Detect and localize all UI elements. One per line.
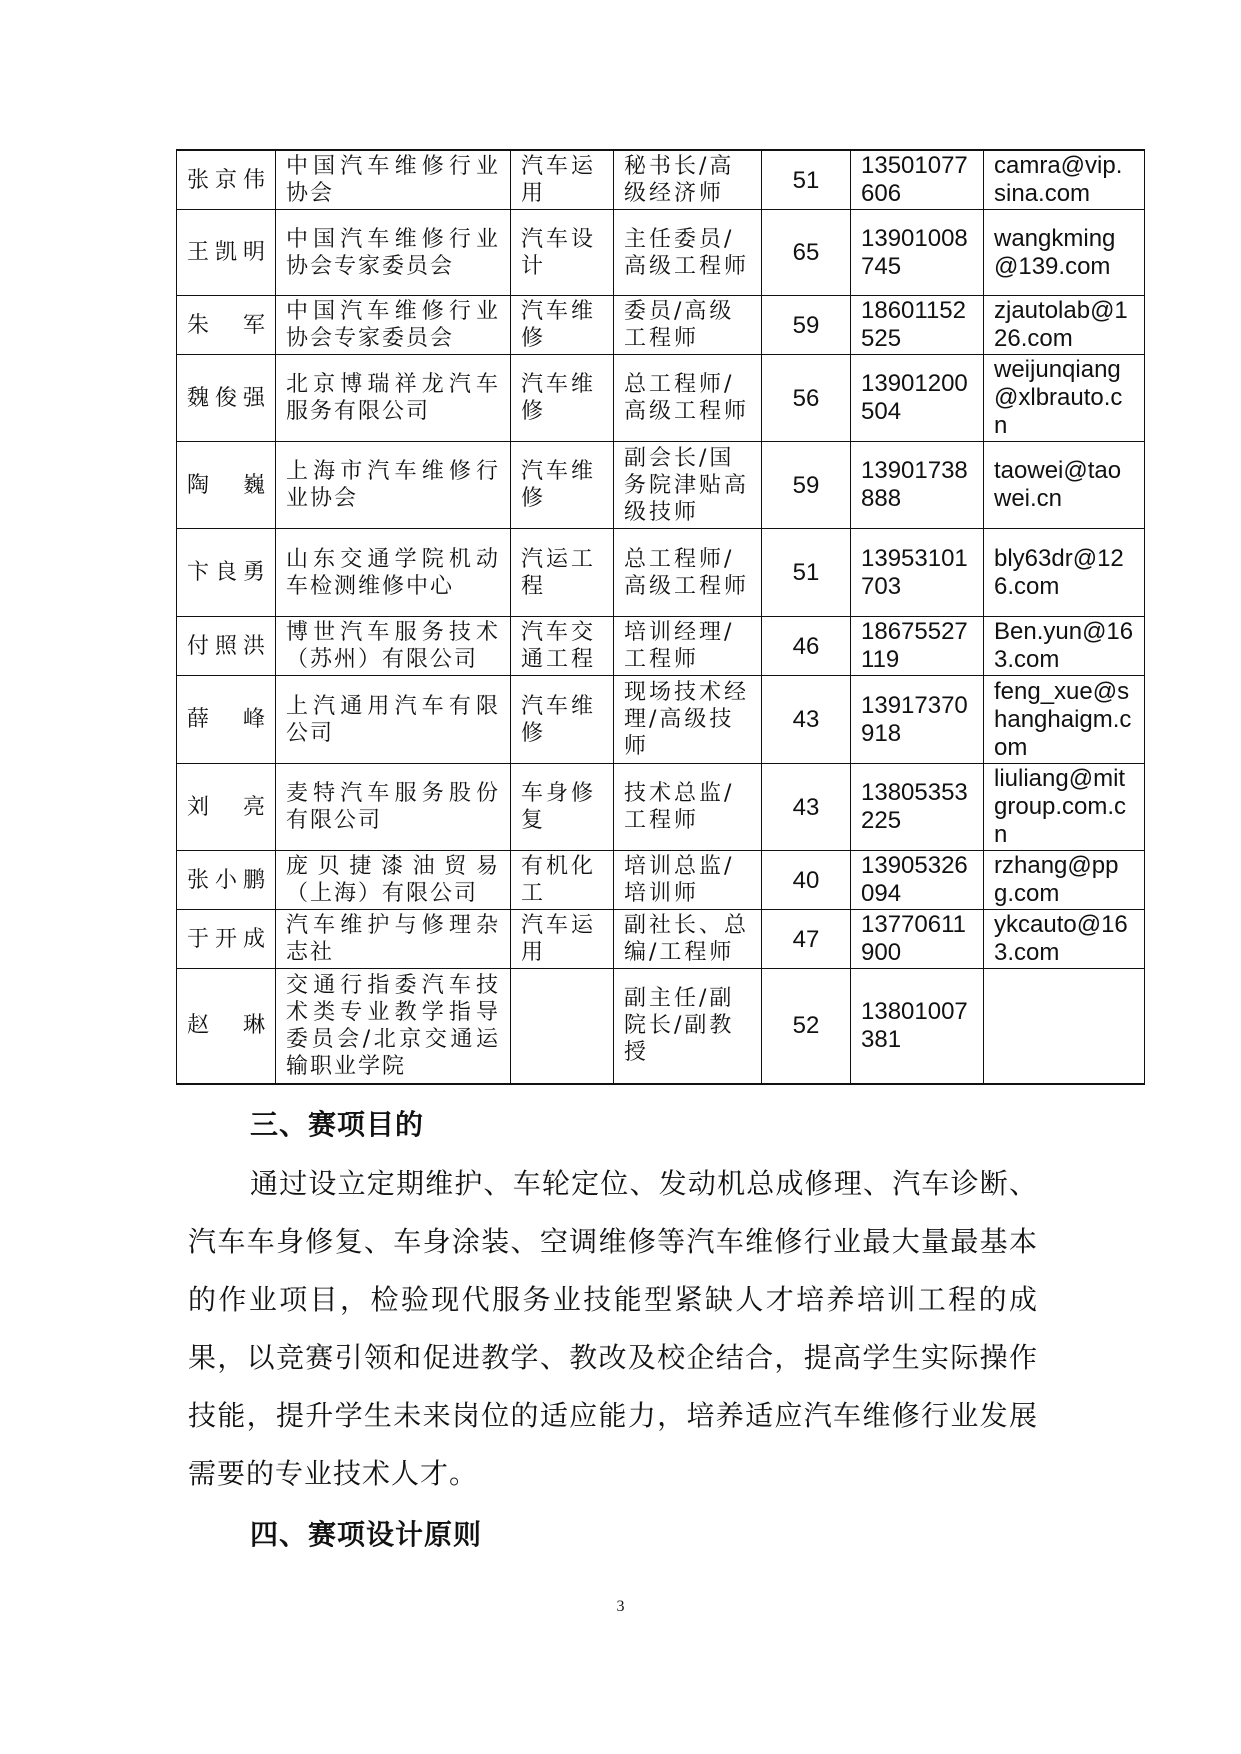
table-row	[177, 764, 1145, 851]
expert-title: 副主任/副院长/副教授	[614, 969, 762, 1084]
expert-phone: 13501077606	[851, 150, 984, 210]
expert-major: 汽车交通工程	[511, 617, 614, 676]
page-number: 3	[616, 1598, 625, 1615]
expert-phone: 13901738888	[851, 442, 984, 529]
expert-name: 卞良勇	[177, 529, 276, 617]
expert-phone: 18675527119	[851, 617, 984, 676]
expert-email: rzhang@ppg.com	[984, 851, 1145, 910]
expert-title: 主任委员/高级工程师	[614, 210, 762, 296]
expert-title: 委员/高级工程师	[614, 296, 762, 355]
table-row	[177, 210, 1145, 296]
expert-organization: 中国汽车维修行业协会专家委员会	[276, 210, 511, 296]
expert-organization: 汽车维护与修理杂志社	[276, 910, 511, 969]
expert-phone: 13901200504	[851, 355, 984, 442]
expert-major: 汽运工程	[511, 529, 614, 617]
expert-title: 现场技术经理/高级技师	[614, 676, 762, 764]
table-row	[177, 617, 1145, 676]
expert-organization: 博世汽车服务技术（苏州）有限公司	[276, 617, 511, 676]
expert-major	[511, 969, 614, 1084]
expert-email: bly63dr@126.com	[984, 529, 1145, 617]
expert-age: 59	[762, 442, 851, 529]
expert-name: 王凯明	[177, 210, 276, 296]
expert-email: liuliang@mitgroup.com.cn	[984, 764, 1145, 851]
expert-email: wangkming@139.com	[984, 210, 1145, 296]
expert-email: weijunqiang@xlbrauto.cn	[984, 355, 1145, 442]
expert-age: 40	[762, 851, 851, 910]
expert-title: 秘书长/高级经济师	[614, 150, 762, 210]
expert-email: feng_xue@shanghaigm.com	[984, 676, 1145, 764]
expert-email: ykcauto@163.com	[984, 910, 1145, 969]
table-row	[177, 296, 1145, 355]
expert-major: 汽车维修	[511, 676, 614, 764]
expert-age: 52	[762, 969, 851, 1084]
expert-major: 车身修复	[511, 764, 614, 851]
expert-name: 赵 琳	[177, 969, 276, 1084]
expert-name: 张京伟	[177, 150, 276, 210]
expert-age: 43	[762, 764, 851, 851]
expert-title: 技术总监/工程师	[614, 764, 762, 851]
expert-organization: 上海市汽车维修行业协会	[276, 442, 511, 529]
expert-age: 43	[762, 676, 851, 764]
expert-phone: 18601152525	[851, 296, 984, 355]
expert-name: 陶 巍	[177, 442, 276, 529]
expert-organization: 山东交通学院机动车检测维修中心	[276, 529, 511, 617]
expert-email: Ben.yun@163.com	[984, 617, 1145, 676]
expert-age: 47	[762, 910, 851, 969]
expert-email: zjautolab@126.com	[984, 296, 1145, 355]
expert-age: 46	[762, 617, 851, 676]
expert-organization: 庞贝捷漆油贸易（上海）有限公司	[276, 851, 511, 910]
table-row	[177, 150, 1145, 210]
expert-phone: 13805353225	[851, 764, 984, 851]
expert-organization: 麦特汽车服务股份有限公司	[276, 764, 511, 851]
table-row	[177, 676, 1145, 764]
expert-major: 汽车运用	[511, 910, 614, 969]
table-row	[177, 910, 1145, 969]
expert-organization: 交通行指委汽车技术类专业教学指导委员会/北京交通运输职业学院	[276, 969, 511, 1084]
section-purpose-body: 通过设立定期维护、车轮定位、发动机总成修理、汽车诊断、汽车车身修复、车身涂装、空调维修等汽车维修行业最大量最基本的作业项目，检验现代服务业技能型紧缺人才培养培训工程的成果，以竞赛引领和促进教学、教改及校企结合，提高学生实际操作技能，提升学生未来岗位的适应能力，培养适应汽车维修行业发展需要的专业技术人才。	[188, 1167, 1038, 1490]
expert-phone: 13901008745	[851, 210, 984, 296]
table-row	[177, 969, 1145, 1084]
expert-name: 魏俊强	[177, 355, 276, 442]
expert-phone: 13917370918	[851, 676, 984, 764]
expert-name: 薛 峰	[177, 676, 276, 764]
expert-major: 汽车设计	[511, 210, 614, 296]
table-row	[177, 442, 1145, 529]
expert-age: 65	[762, 210, 851, 296]
expert-phone: 13801007381	[851, 969, 984, 1084]
expert-title: 培训总监/培训师	[614, 851, 762, 910]
expert-table-body	[177, 150, 1145, 1084]
expert-title: 总工程师/高级工程师	[614, 355, 762, 442]
expert-phone: 13770611900	[851, 910, 984, 969]
expert-major: 汽车维修	[511, 442, 614, 529]
expert-organization: 中国汽车维修行业协会	[276, 150, 511, 210]
table-row	[177, 355, 1145, 442]
expert-organization: 上汽通用汽车有限公司	[276, 676, 511, 764]
section-heading-design-principles: 四、赛项设计原则	[250, 1518, 483, 1551]
expert-age: 56	[762, 355, 851, 442]
table-row	[177, 529, 1145, 617]
expert-organization: 北京博瑞祥龙汽车服务有限公司	[276, 355, 511, 442]
expert-name: 刘 亮	[177, 764, 276, 851]
expert-title: 副会长/国务院津贴高级技师	[614, 442, 762, 529]
expert-email: camra@vip.sina.com	[984, 150, 1145, 210]
expert-organization: 中国汽车维修行业协会专家委员会	[276, 296, 511, 355]
expert-email: taowei@taowei.cn	[984, 442, 1145, 529]
expert-table	[176, 149, 1145, 1085]
expert-name: 张小鹏	[177, 851, 276, 910]
expert-title: 副社长、总编/工程师	[614, 910, 762, 969]
expert-title: 总工程师/高级工程师	[614, 529, 762, 617]
section-heading-purpose: 三、赛项目的	[250, 1108, 425, 1141]
expert-name: 于开成	[177, 910, 276, 969]
expert-age: 59	[762, 296, 851, 355]
expert-age: 51	[762, 529, 851, 617]
expert-major: 汽车维修	[511, 296, 614, 355]
expert-major: 汽车运用	[511, 150, 614, 210]
expert-name: 付照洪	[177, 617, 276, 676]
expert-email	[984, 969, 1145, 1084]
expert-name: 朱 军	[177, 296, 276, 355]
expert-title: 培训经理/工程师	[614, 617, 762, 676]
expert-phone: 13905326094	[851, 851, 984, 910]
table-row	[177, 851, 1145, 910]
expert-phone: 13953101703	[851, 529, 984, 617]
expert-major: 有机化工	[511, 851, 614, 910]
expert-age: 51	[762, 150, 851, 210]
expert-major: 汽车维修	[511, 355, 614, 442]
